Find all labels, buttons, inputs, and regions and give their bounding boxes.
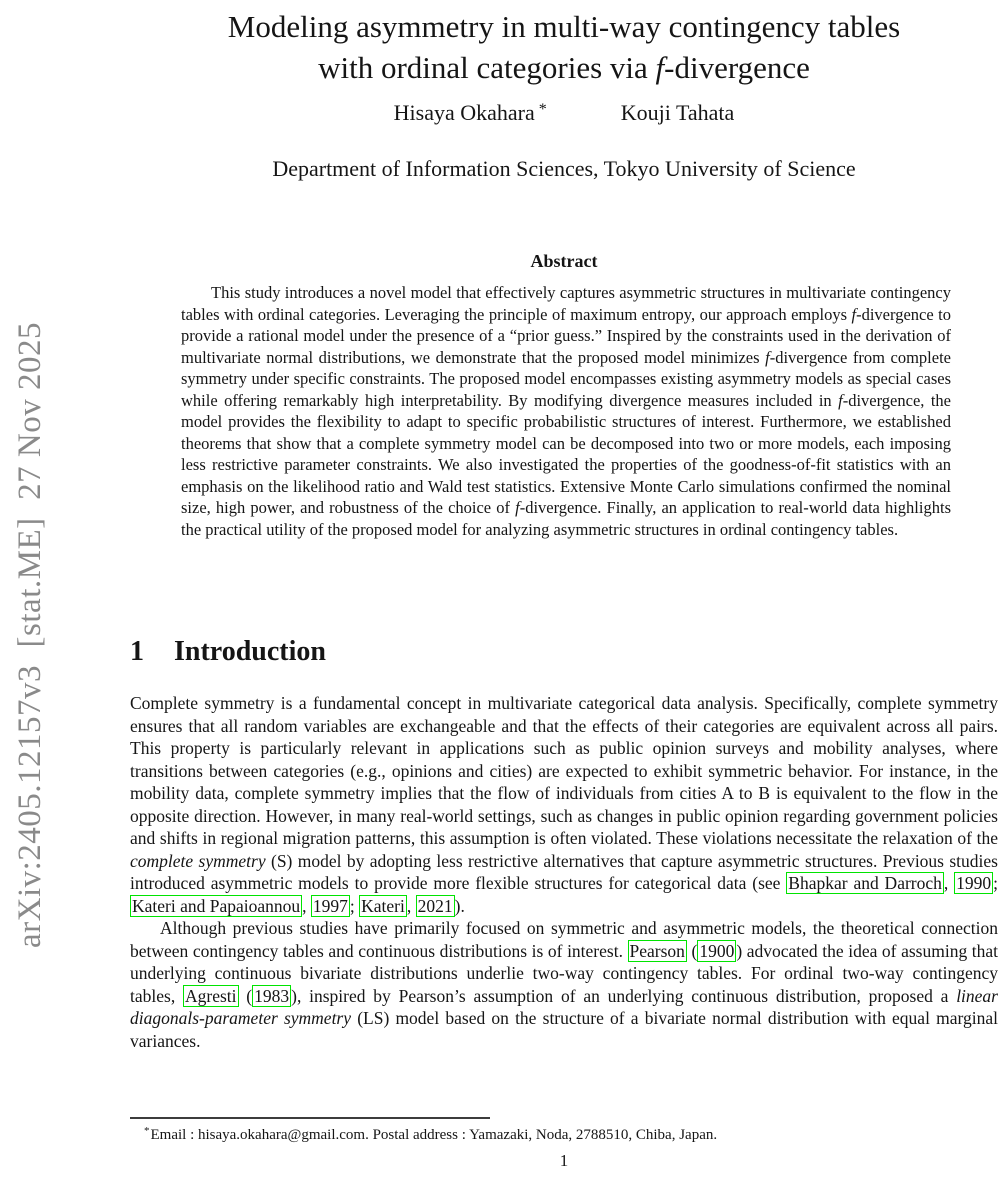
author-1	[394, 100, 547, 126]
author-1-name: Hisaya Okahara	[393, 100, 535, 125]
paper-title-line2: with ordinal categories via f-divergence	[318, 50, 810, 85]
authors-row	[130, 100, 998, 126]
citation-link[interactable]: Agresti	[184, 985, 237, 1006]
author-2-name: Kouji Tahata	[620, 100, 735, 125]
citation-link[interactable]: Pearson	[629, 940, 685, 961]
arxiv-watermark: arXiv:2405.12157v3 [stat.ME] 27 Nov 2025	[12, 322, 48, 948]
citation-link[interactable]: Kateri and Papaioannou	[132, 895, 301, 916]
author-2	[621, 100, 735, 126]
abstract-text: This study introduces a novel model that effectively captures asymmetric structures in multivariate contingency tables with ordinal categories. Leveraging the principle of maximum entropy, our approach employs f-divergence to provide a rational model under the presence of a “prior guess.” Inspired by the constraints used in the derivation of multivariate normal distributions, we demonstrate that the proposed model minimizes f-divergence from complete symmetry under specific constraints. The proposed model encompasses existing asymmetry models as special cases while offering remarkably high interpretability. By modifying divergence measures included in f-divergence, the model provides the flexibility to adapt to specific probabilistic structures of interest. Furthermore, we established theorems that show that a complete symmetry model can be decomposed into two or more models, each imposing less restrictive parameter constraints. We also investigated the properties of the goodness-of-fit statistics with an emphasis on the likelihood ratio and Wald test statistics. Extensive Monte Carlo simulations confirmed the nominal size, high power, and robustness of the choice of f-divergence. Finally, an application to real-world data highlights the practical utility of the proposed model for analyzing asymmetric structures in ordinal contingency tables.	[181, 283, 952, 539]
citation-link[interactable]: 1900	[699, 940, 735, 961]
introduction-body	[130, 692, 998, 1052]
author-footnote-mark: *	[538, 101, 547, 118]
affiliation: Department of Information Sciences, Tokyo University of Science	[272, 156, 856, 181]
section-heading-introduction	[130, 636, 998, 668]
citation-link[interactable]: Kateri	[361, 895, 405, 916]
introduction-paragraph-1: Complete symmetry is a fundamental concept in multivariate categorical data analysis. Specifically, complete symmetry ensures that all random variables are exchangeable and that the effects of their categories are equivalent across all pairs. This property is particularly relevant in applications such as public opinion surveys and mobility analyses, where transitions between categories (e.g., opinions and cities) are expected to exhibit symmetric behavior. For instance, in the mobility data, complete symmetry implies that the flow of individuals from cities A to B is equivalent to the flow in the opposite direction. However, in many real-world settings, such as changes in public opinion regarding government policies and shifts in regional migration patterns, this assumption is often violated. These violations necessitate the relaxation of the complete symmetry (S) model by adopting less restrictive alternatives that capture asymmetric structures. Previous studies introduced asymmetric models to provide more flexible structures for categorical data (see Bhapkar and Darroch , 1990 ; Kateri and Papaioannou , 1997 ; Kateri , 2021 ).	[130, 693, 998, 916]
citation-link[interactable]: 1997	[312, 895, 348, 916]
footnote-email: *Email : hisaya.okahara@gmail.com. Postal address : Yamazaki, Noda, 2788510, Chiba, Japan.	[144, 1125, 718, 1143]
citation-link[interactable]: 1990	[956, 873, 992, 893]
citation-link[interactable]: 1983	[254, 985, 290, 1006]
citation-link[interactable]: 2021	[417, 895, 453, 916]
footnote-divider	[130, 1117, 490, 1119]
section-title: Introduction	[174, 636, 326, 667]
page-number: 1	[559, 1151, 569, 1170]
citation-link[interactable]: Bhapkar and Darroch	[788, 873, 942, 893]
introduction-paragraph-2: Although previous studies have primarily focused on symmetric and asymmetric models, the theoretical connection between contingency tables and continuous distributions is of interest. Pearson ( 1900 ) advocated the idea of assuming that underlying continuous bivariate distributions underlie two-way contingency tables. For ordinal two-way contingency tables, Agresti ( 1983 ), inspired by Pearson’s assumption of an underlying continuous distribution, proposed a linear diagonals-parameter symmetry (LS) model based on the structure of a bivariate normal distribution with equal marginal variances.	[130, 918, 999, 1051]
paper-title	[130, 6, 998, 88]
section-number: 1	[130, 636, 144, 667]
paper-title-line1: Modeling asymmetry in multi-way contingency tables	[227, 9, 901, 44]
abstract-heading: Abstract	[530, 251, 598, 271]
